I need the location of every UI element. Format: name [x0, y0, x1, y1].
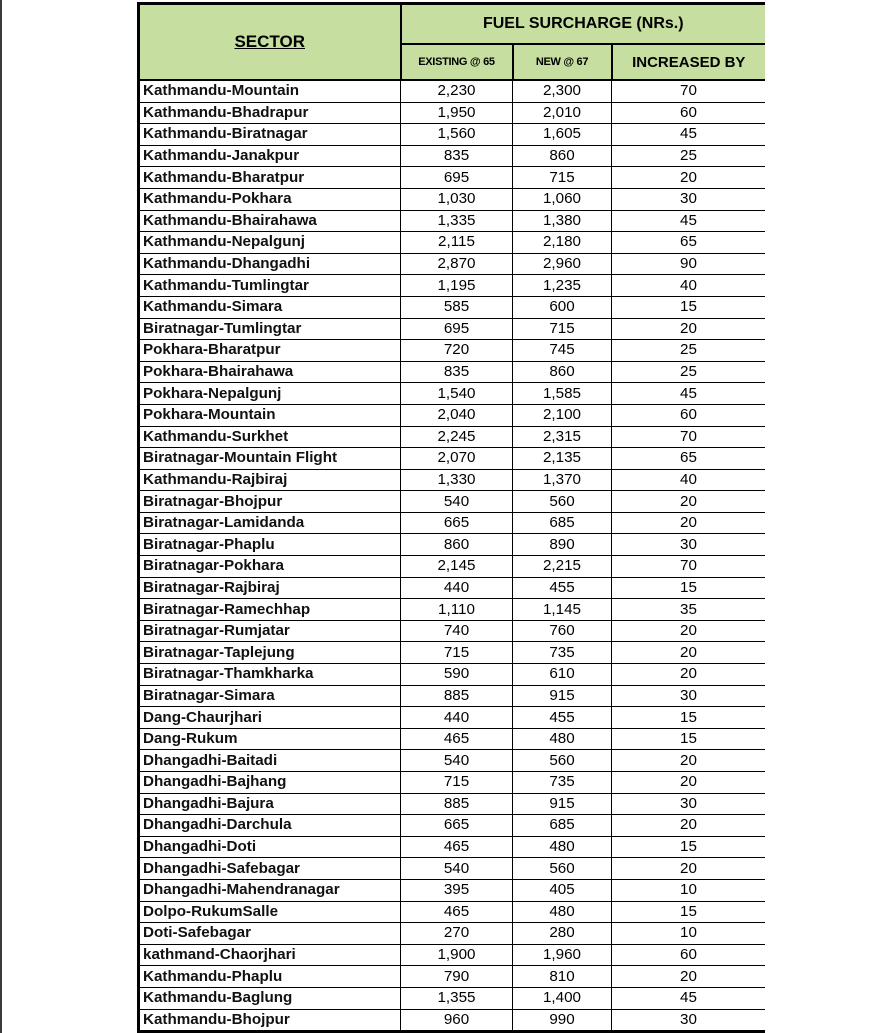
increase-cell: 45 [612, 210, 766, 232]
existing-cell: 540 [401, 750, 513, 772]
new-cell: 745 [513, 340, 612, 362]
table-row [139, 534, 766, 556]
new-cell: 715 [513, 318, 612, 340]
new-cell: 600 [513, 296, 612, 318]
sector-cell: Pokhara-Bhairahawa [139, 361, 401, 383]
existing-cell: 790 [401, 966, 513, 988]
existing-cell: 1,330 [401, 469, 513, 491]
sector-cell: Kathmandu-Bhairahawa [139, 210, 401, 232]
increase-cell: 30 [612, 534, 766, 556]
sector-cell: Kathmandu-Bharatpur [139, 167, 401, 189]
existing-cell: 585 [401, 296, 513, 318]
new-cell: 760 [513, 620, 612, 642]
existing-cell: 2,245 [401, 426, 513, 448]
existing-cell: 2,115 [401, 232, 513, 254]
sector-cell: Kathmandu-Rajbiraj [139, 469, 401, 491]
new-cell: 685 [513, 815, 612, 837]
table-row [139, 296, 766, 318]
increase-cell: 45 [612, 124, 766, 146]
table-row [139, 188, 766, 210]
existing-cell: 2,230 [401, 80, 513, 102]
table-row [139, 275, 766, 297]
existing-cell: 885 [401, 793, 513, 815]
table-row [139, 448, 766, 470]
existing-cell: 1,110 [401, 599, 513, 621]
increase-cell: 20 [612, 167, 766, 189]
new-cell: 860 [513, 361, 612, 383]
new-cell: 685 [513, 512, 612, 534]
new-cell: 2,135 [513, 448, 612, 470]
existing-cell: 1,355 [401, 987, 513, 1009]
sector-cell: Dang-Chaurjhari [139, 707, 401, 729]
increase-cell: 20 [612, 772, 766, 794]
table-header [139, 4, 766, 81]
table-row [139, 124, 766, 146]
new-cell: 1,380 [513, 210, 612, 232]
table-container [137, 2, 765, 1033]
increase-cell: 70 [612, 80, 766, 102]
new-cell: 2,300 [513, 80, 612, 102]
existing-cell: 1,900 [401, 944, 513, 966]
new-cell: 405 [513, 879, 612, 901]
existing-cell: 960 [401, 1009, 513, 1032]
increase-cell: 35 [612, 599, 766, 621]
increase-cell: 30 [612, 793, 766, 815]
increase-cell: 20 [612, 664, 766, 686]
table-row [139, 599, 766, 621]
increase-cell: 30 [612, 1009, 766, 1032]
sector-cell: Kathmandu-Simara [139, 296, 401, 318]
increase-cell: 45 [612, 987, 766, 1009]
increase-cell: 15 [612, 577, 766, 599]
increase-cell: 60 [612, 404, 766, 426]
table-row [139, 145, 766, 167]
sector-cell: Dhangadhi-Baitadi [139, 750, 401, 772]
increase-cell: 30 [612, 685, 766, 707]
sector-cell: kathmand-Chaorjhari [139, 944, 401, 966]
new-column-header: NEW @ 67 [513, 44, 612, 80]
table-row [139, 750, 766, 772]
existing-cell: 440 [401, 707, 513, 729]
new-cell: 1,605 [513, 124, 612, 146]
existing-cell: 2,040 [401, 404, 513, 426]
fuel-surcharge-header: FUEL SURCHARGE (NRs.) [401, 4, 766, 45]
existing-cell: 860 [401, 534, 513, 556]
new-cell: 610 [513, 664, 612, 686]
new-cell: 560 [513, 750, 612, 772]
sector-cell: Kathmandu-Bhojpur [139, 1009, 401, 1032]
increase-cell: 15 [612, 901, 766, 923]
table-row [139, 404, 766, 426]
sector-cell: Kathmandu-Surkhet [139, 426, 401, 448]
new-cell: 735 [513, 642, 612, 664]
new-cell: 1,145 [513, 599, 612, 621]
existing-cell: 715 [401, 642, 513, 664]
sector-cell: Biratnagar-Tumlingtar [139, 318, 401, 340]
new-cell: 2,100 [513, 404, 612, 426]
existing-cell: 2,870 [401, 253, 513, 275]
fuel-surcharge-table [137, 2, 765, 1033]
new-cell: 1,585 [513, 383, 612, 405]
sector-cell: Biratnagar-Simara [139, 685, 401, 707]
existing-cell: 695 [401, 167, 513, 189]
table-row [139, 772, 766, 794]
existing-cell: 465 [401, 901, 513, 923]
table-row [139, 102, 766, 124]
new-cell: 915 [513, 793, 612, 815]
new-cell: 455 [513, 577, 612, 599]
existing-column-header: EXISTING @ 65 [401, 44, 513, 80]
increase-cell: 20 [612, 318, 766, 340]
new-cell: 480 [513, 901, 612, 923]
table-row [139, 901, 766, 923]
table-row [139, 469, 766, 491]
increase-cell: 15 [612, 296, 766, 318]
increase-cell: 20 [612, 815, 766, 837]
sector-cell: Biratnagar-Rumjatar [139, 620, 401, 642]
increase-cell: 30 [612, 188, 766, 210]
sector-cell: Pokhara-Nepalgunj [139, 383, 401, 405]
sector-cell: Pokhara-Bharatpur [139, 340, 401, 362]
table-row [139, 858, 766, 880]
increase-cell: 65 [612, 448, 766, 470]
new-cell: 810 [513, 966, 612, 988]
existing-cell: 440 [401, 577, 513, 599]
sector-cell: Dolpo-RukumSalle [139, 901, 401, 923]
new-cell: 560 [513, 858, 612, 880]
sector-cell: Dhangadhi-Bajhang [139, 772, 401, 794]
new-cell: 890 [513, 534, 612, 556]
table-row [139, 966, 766, 988]
existing-cell: 395 [401, 879, 513, 901]
existing-cell: 270 [401, 923, 513, 945]
sector-cell: Kathmandu-Bhadrapur [139, 102, 401, 124]
existing-cell: 1,335 [401, 210, 513, 232]
existing-cell: 665 [401, 815, 513, 837]
sector-cell: Dhangadhi-Darchula [139, 815, 401, 837]
increase-cell: 15 [612, 728, 766, 750]
existing-cell: 720 [401, 340, 513, 362]
sector-cell: Kathmandu-Phaplu [139, 966, 401, 988]
sector-cell: Kathmandu-Biratnagar [139, 124, 401, 146]
new-cell: 715 [513, 167, 612, 189]
new-cell: 2,960 [513, 253, 612, 275]
existing-cell: 885 [401, 685, 513, 707]
increase-cell: 20 [612, 491, 766, 513]
table-row [139, 664, 766, 686]
increase-cell: 20 [612, 966, 766, 988]
sector-cell: Biratnagar-Rajbiraj [139, 577, 401, 599]
increase-cell: 90 [612, 253, 766, 275]
new-cell: 1,370 [513, 469, 612, 491]
sector-cell: Biratnagar-Taplejung [139, 642, 401, 664]
existing-cell: 465 [401, 836, 513, 858]
sector-cell: Dhangadhi-Bajura [139, 793, 401, 815]
increase-cell: 70 [612, 426, 766, 448]
new-cell: 1,235 [513, 275, 612, 297]
existing-cell: 1,030 [401, 188, 513, 210]
increase-cell: 20 [612, 512, 766, 534]
sector-cell: Biratnagar-Phaplu [139, 534, 401, 556]
sector-cell: Kathmandu-Tumlingtar [139, 275, 401, 297]
sector-cell: Dhangadhi-Doti [139, 836, 401, 858]
table-row [139, 685, 766, 707]
existing-cell: 1,560 [401, 124, 513, 146]
table-row [139, 923, 766, 945]
sector-cell: Kathmandu-Baglung [139, 987, 401, 1009]
sector-cell: Dang-Rukum [139, 728, 401, 750]
sector-cell: Biratnagar-Pokhara [139, 556, 401, 578]
increase-cell: 60 [612, 102, 766, 124]
increase-cell: 15 [612, 707, 766, 729]
table-row [139, 944, 766, 966]
table-body [139, 80, 766, 1032]
table-row [139, 556, 766, 578]
table-row [139, 620, 766, 642]
table-row [139, 642, 766, 664]
existing-cell: 740 [401, 620, 513, 642]
increase-cell: 25 [612, 340, 766, 362]
sector-cell: Kathmandu-Pokhara [139, 188, 401, 210]
table-row [139, 815, 766, 837]
table-row [139, 793, 766, 815]
table-row [139, 836, 766, 858]
new-cell: 480 [513, 728, 612, 750]
new-cell: 2,215 [513, 556, 612, 578]
sector-cell: Doti-Safebagar [139, 923, 401, 945]
sector-cell: Kathmandu-Nepalgunj [139, 232, 401, 254]
new-cell: 860 [513, 145, 612, 167]
table-row [139, 491, 766, 513]
table-row [139, 80, 766, 102]
table-row [139, 1009, 766, 1032]
new-cell: 560 [513, 491, 612, 513]
table-row [139, 361, 766, 383]
increase-cell: 20 [612, 858, 766, 880]
table-row [139, 232, 766, 254]
existing-cell: 590 [401, 664, 513, 686]
sector-column-header: SECTOR [139, 4, 401, 81]
table-row [139, 340, 766, 362]
new-cell: 455 [513, 707, 612, 729]
existing-cell: 2,070 [401, 448, 513, 470]
existing-cell: 1,540 [401, 383, 513, 405]
new-cell: 2,180 [513, 232, 612, 254]
table-row [139, 253, 766, 275]
increase-cell: 25 [612, 145, 766, 167]
new-cell: 1,060 [513, 188, 612, 210]
increase-cell: 40 [612, 469, 766, 491]
increased-by-column-header: INCREASED BY [612, 44, 766, 80]
sector-cell: Kathmandu-Mountain [139, 80, 401, 102]
existing-cell: 540 [401, 491, 513, 513]
increase-cell: 70 [612, 556, 766, 578]
table-row [139, 512, 766, 534]
increase-cell: 20 [612, 620, 766, 642]
new-cell: 2,010 [513, 102, 612, 124]
existing-cell: 835 [401, 145, 513, 167]
sector-cell: Biratnagar-Mountain Flight [139, 448, 401, 470]
table-row [139, 707, 766, 729]
increase-cell: 45 [612, 383, 766, 405]
existing-cell: 715 [401, 772, 513, 794]
new-cell: 915 [513, 685, 612, 707]
existing-cell: 465 [401, 728, 513, 750]
increase-cell: 65 [612, 232, 766, 254]
increase-cell: 60 [612, 944, 766, 966]
existing-cell: 540 [401, 858, 513, 880]
sector-cell: Biratnagar-Ramechhap [139, 599, 401, 621]
table-row [139, 728, 766, 750]
existing-cell: 835 [401, 361, 513, 383]
sector-cell: Kathmandu-Janakpur [139, 145, 401, 167]
table-row [139, 577, 766, 599]
increase-cell: 20 [612, 642, 766, 664]
table-row [139, 987, 766, 1009]
increase-cell: 40 [612, 275, 766, 297]
table-row [139, 426, 766, 448]
new-cell: 280 [513, 923, 612, 945]
increase-cell: 15 [612, 836, 766, 858]
page-left-edge [0, 0, 2, 1033]
new-cell: 990 [513, 1009, 612, 1032]
sector-cell: Dhangadhi-Safebagar [139, 858, 401, 880]
existing-cell: 2,145 [401, 556, 513, 578]
sector-cell: Biratnagar-Bhojpur [139, 491, 401, 513]
sector-cell: Biratnagar-Lamidanda [139, 512, 401, 534]
increase-cell: 20 [612, 750, 766, 772]
increase-cell: 10 [612, 879, 766, 901]
new-cell: 480 [513, 836, 612, 858]
increase-cell: 25 [612, 361, 766, 383]
existing-cell: 1,195 [401, 275, 513, 297]
table-row [139, 879, 766, 901]
new-cell: 2,315 [513, 426, 612, 448]
new-cell: 1,400 [513, 987, 612, 1009]
table-row [139, 383, 766, 405]
sector-cell: Biratnagar-Thamkharka [139, 664, 401, 686]
sector-cell: Dhangadhi-Mahendranagar [139, 879, 401, 901]
table-row [139, 318, 766, 340]
table-row [139, 167, 766, 189]
increase-cell: 10 [612, 923, 766, 945]
table-row [139, 210, 766, 232]
sector-cell: Kathmandu-Dhangadhi [139, 253, 401, 275]
existing-cell: 1,950 [401, 102, 513, 124]
new-cell: 1,960 [513, 944, 612, 966]
sector-cell: Pokhara-Mountain [139, 404, 401, 426]
new-cell: 735 [513, 772, 612, 794]
existing-cell: 695 [401, 318, 513, 340]
existing-cell: 665 [401, 512, 513, 534]
